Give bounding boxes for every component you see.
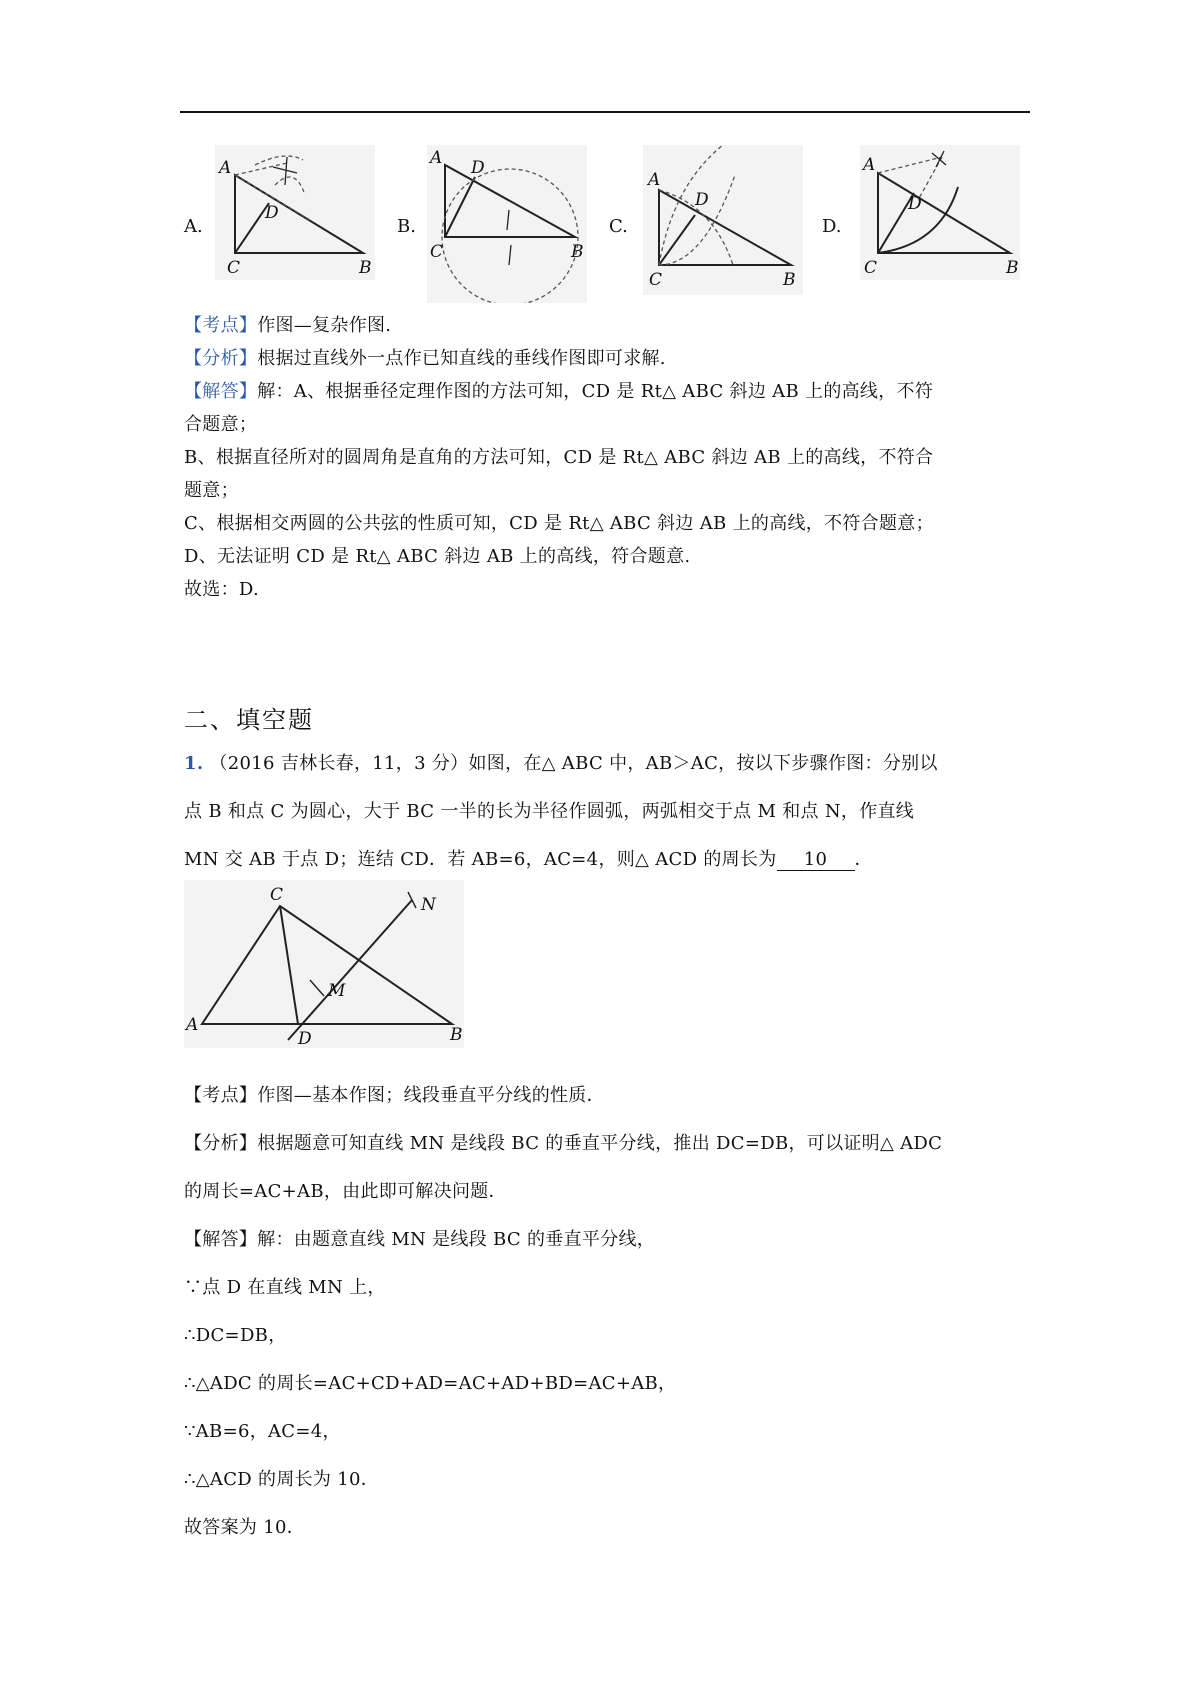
- prev-jieda-text-1: 解：A、根据垂径定理作图的方法可知，CD 是 Rt△ ABC 斜边 AB 上的高线，不符: [257, 381, 934, 402]
- figure-option-d: [860, 145, 1020, 280]
- fig-c-label-d: D: [695, 190, 709, 210]
- fig-d-label-a: A: [863, 155, 876, 175]
- q1-text-3: MN 交 AB 于点 D；连结 CD．若 AB=6，AC=4，则△ ACD 的周长为: [184, 849, 777, 870]
- prev-fenxi-text: 根据过直线外一点作已知直线的垂线作图即可求解.: [257, 348, 666, 369]
- prev-fenxi: [184, 344, 666, 370]
- q1-text-3-end: ．: [854, 849, 873, 870]
- fig-d-label-c: C: [864, 258, 878, 278]
- fig-a-label-a: A: [219, 158, 232, 178]
- fig-a-label-c: C: [227, 258, 241, 278]
- figure-option-b: [427, 145, 587, 303]
- fig-c-label-c: C: [649, 270, 663, 290]
- prev-jieda-line-2: 合题意；: [184, 414, 258, 435]
- q1-fig-label-a: A: [186, 1015, 199, 1035]
- prev-fenxi-tag: 【分析】: [184, 348, 258, 369]
- q1-fig-label-d: D: [298, 1029, 312, 1048]
- q1-line-1: [184, 749, 938, 775]
- prev-kaodian-tag: 【考点】: [184, 315, 258, 336]
- prev-jieda-line-3: B、根据直径所对的圆周角是直角的方法可知，CD 是 Rt△ ABC 斜边 AB 上的高线，不符合: [184, 447, 934, 468]
- prev-jieda-line-1: [184, 377, 933, 403]
- q1-line-2: 点 B 和点 C 为圆心，大于 BC 一半的长为半径作圆弧，两弧相交于点 M 和点 N，作直线: [184, 801, 915, 822]
- option-c-label: C.: [609, 216, 628, 237]
- q1-line-3: [184, 845, 873, 871]
- option-b-label: B.: [397, 216, 416, 237]
- q1-step-3: ∴△ADC 的周长=AC+CD+AD=AC+AD+BD=AC+AB，: [184, 1373, 677, 1394]
- fig-b-label-c: C: [430, 242, 444, 262]
- q1-fig-label-b: B: [450, 1025, 463, 1045]
- fig-d-label-d: D: [908, 194, 922, 214]
- fig-d-label-b: B: [1006, 258, 1019, 278]
- prev-jieda-line-4: 题意；: [184, 480, 239, 501]
- fig-b-label-d: D: [471, 158, 485, 178]
- q1-step-1: ∵点 D 在直线 MN 上，: [184, 1277, 386, 1298]
- q1-step-2: ∴DC=DB，: [184, 1325, 287, 1346]
- q1-step-4: ∵AB=6，AC=4，: [184, 1421, 341, 1442]
- prev-jieda-tag: 【解答】: [184, 381, 258, 402]
- fig-b-label-a: A: [430, 148, 443, 168]
- fig-c-label-b: B: [783, 270, 796, 290]
- q1-step-5: ∴△ACD 的周长为 10．: [184, 1469, 380, 1490]
- q1-answer-blank: 10: [777, 850, 855, 871]
- header-rule: [180, 111, 1030, 113]
- option-a-label: A.: [184, 216, 203, 237]
- section-title: 二、填空题: [184, 706, 314, 734]
- q1-fig-label-m: M: [328, 981, 346, 1001]
- q1-fenxi-2: 的周长=AC+AB，由此即可解决问题．: [184, 1181, 507, 1202]
- q1-fig-label-n: N: [421, 895, 436, 915]
- q1-jieda: 【解答】解：由题意直线 MN 是线段 BC 的垂直平分线，: [184, 1229, 656, 1250]
- prev-jieda-line-7: 故选：D.: [184, 579, 260, 600]
- q1-text-1: （2016 吉林长春，11，3 分）如图，在△ ABC 中，AB＞AC，按以下步骤作图：分别以: [209, 753, 938, 774]
- q1-fig-label-c: C: [270, 885, 284, 905]
- q1-number: 1.: [184, 753, 204, 774]
- option-d-label: D.: [822, 216, 842, 237]
- q1-kaodian: 【考点】作图—基本作图；线段垂直平分线的性质．: [184, 1085, 605, 1106]
- prev-jieda-line-5: C、根据相交两圆的公共弦的性质可知，CD 是 Rt△ ABC 斜边 AB 上的高线，不符合题意；: [184, 513, 934, 534]
- figure-option-c: [643, 145, 803, 295]
- figure-option-a: [215, 145, 375, 280]
- prev-kaodian: [184, 311, 391, 337]
- prev-kaodian-text: 作图—复杂作图.: [257, 315, 392, 336]
- fig-a-label-d: D: [265, 203, 279, 223]
- q1-step-6: 故答案为 10．: [184, 1517, 306, 1538]
- figure-question-1: [184, 880, 464, 1048]
- fig-a-label-b: B: [359, 258, 372, 278]
- q1-fenxi-1: 【分析】根据题意可知直线 MN 是线段 BC 的垂直平分线，推出 DC=DB，可以证明△ ADC: [184, 1133, 943, 1154]
- fig-b-label-b: B: [571, 242, 584, 262]
- prev-jieda-line-6: D、无法证明 CD 是 Rt△ ABC 斜边 AB 上的高线，符合题意.: [184, 546, 691, 567]
- fig-c-label-a: A: [648, 170, 661, 190]
